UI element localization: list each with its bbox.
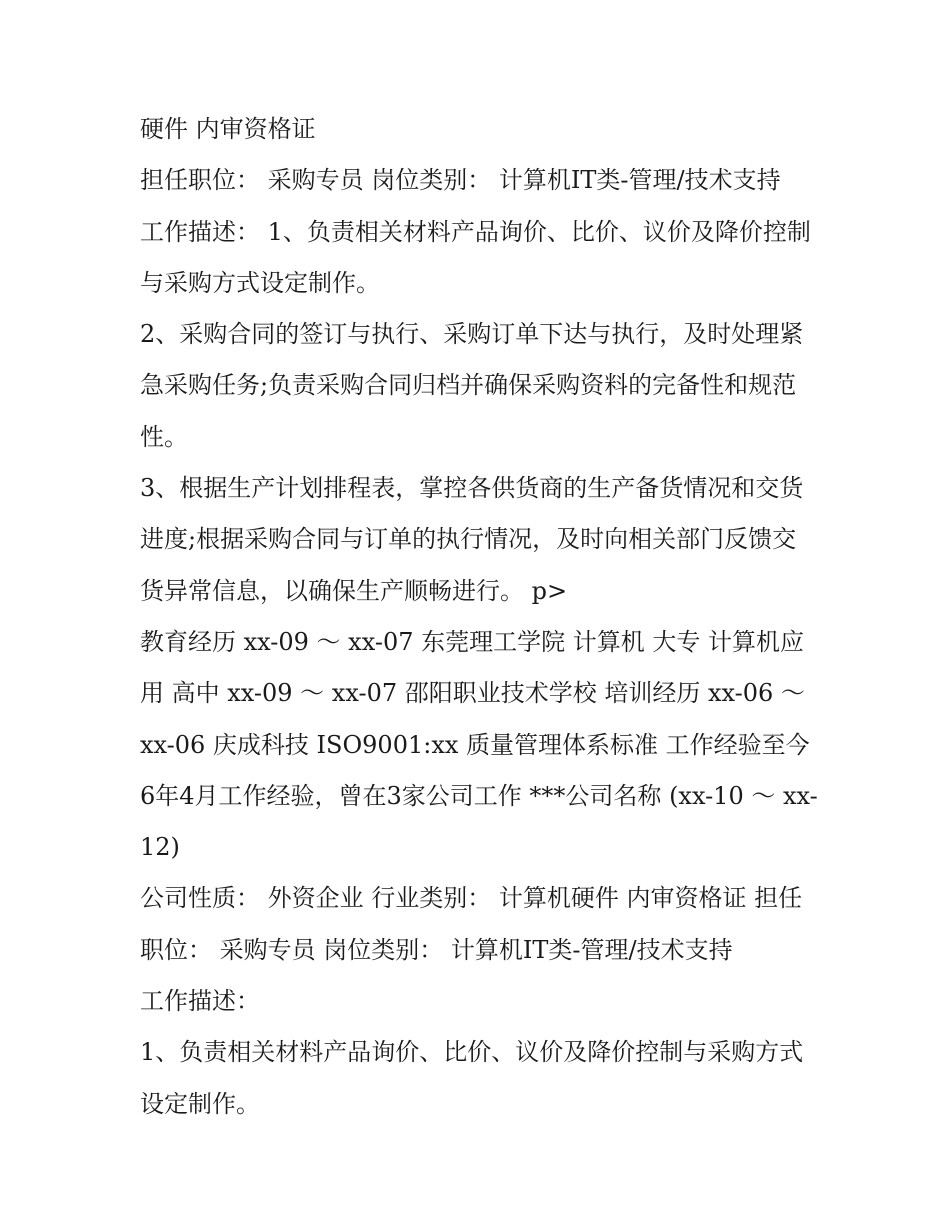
paragraph-duty-3: 3、根据生产计划排程表，掌控各供货商的生产备货情况和交货进度;根据采购合同与订单的执行情况，及时向相关部门反馈交货异常信息，以确保生产顺畅进行。 p> <box>140 474 804 605</box>
paragraph-position: 担任职位： 采购专员 岗位类别： 计算机IT类-管理/技术支持 <box>140 166 781 195</box>
paragraph-education: 教育经历 xx-09 ～ xx-07 东莞理工学院 计算机 大专 计算机应用 高中 xx-09 ～ xx-07 邵阳职业技术学校 培训经历 xx-06 ～ xx-06 庆成科技 ISO9001:xx 质量管理体系标准 工作经验至今6年4月工作经验，曾在3家公司工作 ***公司名称 (xx-10 ～ xx-12) <box>140 627 818 862</box>
paragraph-job-description-heading: 工作描述： <box>140 987 260 1016</box>
document-body <box>140 104 820 1130</box>
paragraph-duty-2: 2、采购合同的签订与执行、采购订单下达与执行，及时处理紧急采购任务;负责采购合同归档并确保采购资料的完备性和规范性。 <box>140 320 804 451</box>
paragraph-duty-1: 工作描述： 1、负责相关材料产品询价、比价、议价及降价控制与采购方式设定制作。 <box>140 217 811 297</box>
paragraph-hardware-cert: 硬件 内审资格证 <box>140 115 316 143</box>
paragraph-company-info: 公司性质： 外资企业 行业类别： 计算机硬件 内审资格证 担任职位： 采购专员 岗位类别： 计算机IT类-管理/技术支持 <box>140 884 803 964</box>
paragraph-duty-repeat-1: 1、负责相关材料产品询价、比价、议价及降价控制与采购方式设定制作。 <box>140 1038 804 1118</box>
